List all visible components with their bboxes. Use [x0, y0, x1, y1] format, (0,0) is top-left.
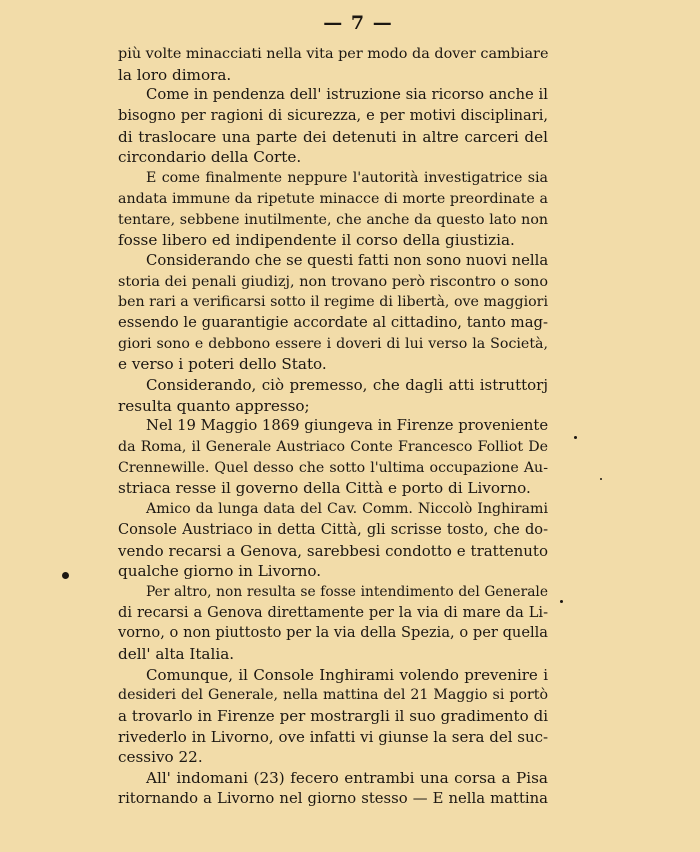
text-line: ritornando a Livorno nel giorno stesso — E nella mattina [118, 789, 548, 807]
text-line: dell' alta Italia. [118, 644, 235, 663]
page-number: — 7 — [323, 12, 393, 34]
text-line: Considerando, ciò premesso, che dagli atti istruttorj [146, 376, 548, 394]
text-line: più volte minacciati nella vita per modo da dover cambiare [118, 46, 549, 62]
text-line: la loro dimora. [118, 65, 232, 84]
text-line: Comunque, il Console Inghirami volendo prevenire i [146, 665, 548, 684]
text-line: Come in pendenza dell' istruzione sia ricorso anche il [146, 86, 548, 104]
text-line: di recarsi a Genova direttamente per la via di mare da Li- [118, 603, 548, 621]
text-line: vorno, o non piuttosto per la via della Spezia, o per quella [118, 624, 548, 642]
text-line: E come finalmente neppure l'autorità investigatrice sia [146, 170, 548, 187]
text-line: andata immune da ripetute minacce di morte preordinate a [118, 190, 548, 207]
text-line: Crennewille. Quel desso che sotto l'ultima occupazione Au- [118, 459, 548, 476]
text-line: e verso i poteri dello Stato. [118, 355, 327, 374]
text-line: a trovarlo in Firenze per mostrargli il suo gradimento di [118, 707, 548, 725]
text-line: fosse libero ed indipendente il corso della giustizia. [118, 231, 515, 250]
text-line: All' indomani (23) fecero entrambi una corsa a Pisa [146, 769, 548, 788]
body-text [118, 44, 548, 809]
text-line: Amico da lunga data del Cav. Comm. Niccolò Inghirami [146, 501, 548, 518]
text-line: cessivo 22. [118, 748, 203, 767]
text-line: bisogno per ragioni di sicurezza, e per motivi disciplinari, [118, 107, 548, 125]
text-line: Console Austriaco in detta Città, gli scrisse tosto, che do- [118, 520, 548, 538]
text-line: Nel 19 Maggio 1869 giungeva in Firenze proveniente [146, 417, 549, 435]
ink-speck [600, 478, 602, 480]
text-line: giori sono e debbono essere i doveri di lui verso la Società, [118, 335, 548, 352]
ink-speck [574, 436, 577, 439]
text-line: di traslocare una parte dei detenuti in altre carceri del [118, 127, 548, 146]
text-line: desideri del Generale, nella mattina del 21 Maggio si portò [118, 687, 548, 704]
text-line: storia dei penali giudizj, non trovano però riscontro o sono [118, 273, 548, 290]
text-line: tentare, sebbene inutilmente, che anche da questo lato non [118, 211, 548, 228]
text-line: Considerando che se questi fatti non sono nuovi nella [146, 251, 549, 269]
text-line: resulta quanto appresso; [118, 396, 310, 415]
text-line: rivederlo in Livorno, ove infatti vi giunse la sera del suc- [118, 727, 549, 746]
text-line: vendo recarsi a Genova, sarebbesi condotto e trattenuto [118, 541, 548, 560]
text-line: striaca resse il governo della Città e porto di Livorno. [118, 479, 531, 498]
ink-speck [62, 572, 69, 579]
text-line: Per altro, non resulta se fosse intendimento del Generale [146, 583, 548, 600]
text-line: qualche giorno in Livorno. [118, 562, 322, 581]
text-line: ben rari a verificarsi sotto il regime di libertà, ove maggiori [118, 294, 548, 311]
text-line: circondario della Corte. [118, 148, 302, 167]
text-line: essendo le guarantigie accordate al cittadino, tanto mag- [118, 313, 548, 331]
ink-speck [560, 600, 563, 603]
text-line: da Roma, il Generale Austriaco Conte Francesco Folliot De [118, 439, 548, 456]
